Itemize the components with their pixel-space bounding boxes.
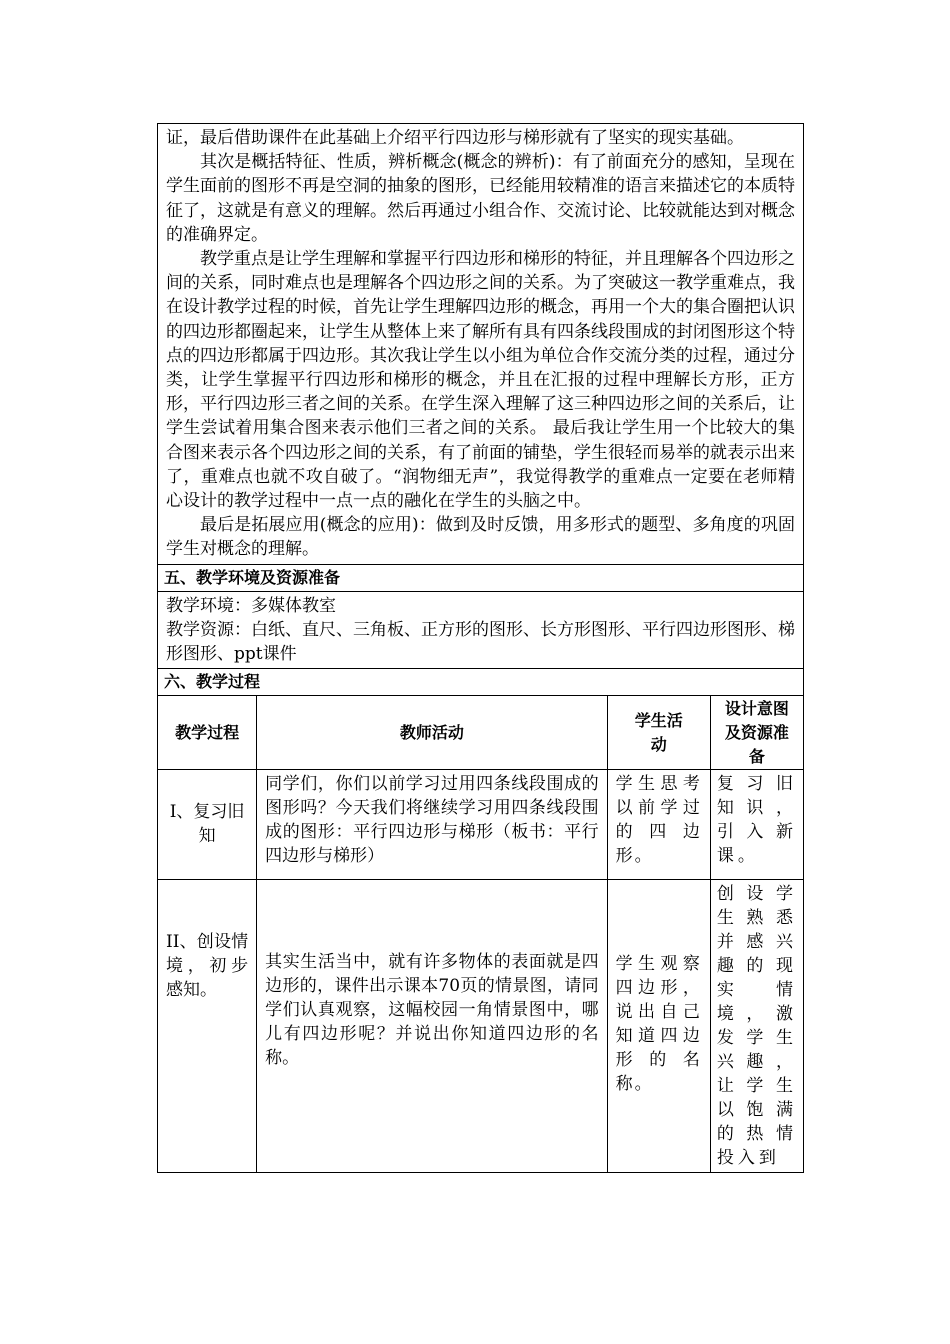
header-teacher-activity: 教师活动 [257, 696, 608, 770]
section5-content [158, 592, 803, 670]
paragraph-application: 最后是拓展应用(概念的应用)：做到及时反馈，用多形式的题型、多角度的巩固学生对概念的理解。 [166, 515, 795, 560]
environment-line: 教学环境：多媒体教室 [166, 595, 336, 616]
paragraph-concept-analysis: 其次是概括特征、性质，辨析概念(概念的辨析)：有了前面充分的感知，呈现在学生面前的图形不再是空洞的抽象的图形，已经能用较精准的语言来描述它的本质特征了，这就是有意义的理解。然后再通过小组合作、交流讨论、比较就能达到对概念的准确界定。 [166, 152, 795, 245]
table-row [158, 770, 804, 880]
design-intent-cell: 创设学生熟悉并感兴趣的现实情境，激发学生兴趣，让学生以饱满的热情投入到 [710, 880, 803, 1173]
section5-heading: 五、教学环境及资源准备 [158, 565, 803, 592]
paragraph-key-points: 教学重点是让学生理解和掌握平行四边形和梯形的特征，并且理解各个四边形之间的关系，同时难点也是理解各个四边形之间的关系。为了突破这一教学重难点，我在设计教学过程的时候，首先让学生理解四边形的概念，再用一个大的集合圈把认识的四边形都圈起来，让学生从整体上来了解所有具有四条线段围成的封闭图形这个特点的四边形都属于四边形。其次我让学生以小组为单位合作交流分类的过程，通过分类，让学生掌握平行四边形和梯形的概念，并且在汇报的过程中理解长方形，正方形，平行四边形三者之间的关系。在学生深入理解了这三种四边形之间的关系后，让学生尝试着用集合图来表示他们三者之间的关系。 最后我让学生用一个比较大的集合图来表示各个四边形之间的关系，有了前面的铺垫，学生很轻而易举的就表示出来了，重难点也就不攻自破了。“润物细无声”，我觉得教学的重难点一定要在老师精心设计的教学过程中一点一点的融化在学生的头脑之中。 [166, 249, 795, 512]
stage-cell: II、创设情境，初步感知。 [158, 880, 257, 1173]
teaching-rationale-block [158, 124, 803, 565]
header-design-intent: 设计意图及资源准备 [710, 696, 803, 770]
table-row [158, 880, 804, 1173]
design-intent-cell: 复习旧知识，引入新课。 [710, 770, 803, 880]
section6-heading: 六、教学过程 [164, 672, 261, 692]
teaching-process-table [157, 695, 804, 1173]
header-process: 教学过程 [158, 696, 257, 770]
document-page [157, 123, 804, 1173]
lesson-plan-frame [157, 123, 804, 695]
stage-cell: I、复习旧知 [158, 770, 257, 880]
header-student-activity: 学生活动 [607, 696, 710, 770]
paragraph-continuation: 证，最后借助课件在此基础上介绍平行四边形与梯形就有了坚实的现实基础。 [166, 128, 744, 148]
student-activity-cell: 学生观察四边形，说出自己知道四边形的名称。 [607, 880, 710, 1173]
student-activity-cell: 学生思考以前学过的四边形。 [607, 770, 710, 880]
resources-line: 教学资源：白纸、直尺、三角板、正方形的图形、长方形图形、平行四边形图形、梯形图形、ppt课件 [166, 619, 795, 665]
table-header-row [158, 696, 804, 770]
teacher-activity-cell: 其实生活当中，就有许多物体的表面就是四边形的，课件出示课本70页的情景图，请同学们认真观察，这幅校园一角情景图中，哪儿有四边形呢？并说出你知道四边形的名称。 [257, 880, 608, 1173]
teacher-activity-cell: 同学们，你们以前学习过用四条线段围成的图形吗？今天我们将继续学习用四条线段围成的图形：平行四边形与梯形（板书：平行四边形与梯形） [257, 770, 608, 880]
